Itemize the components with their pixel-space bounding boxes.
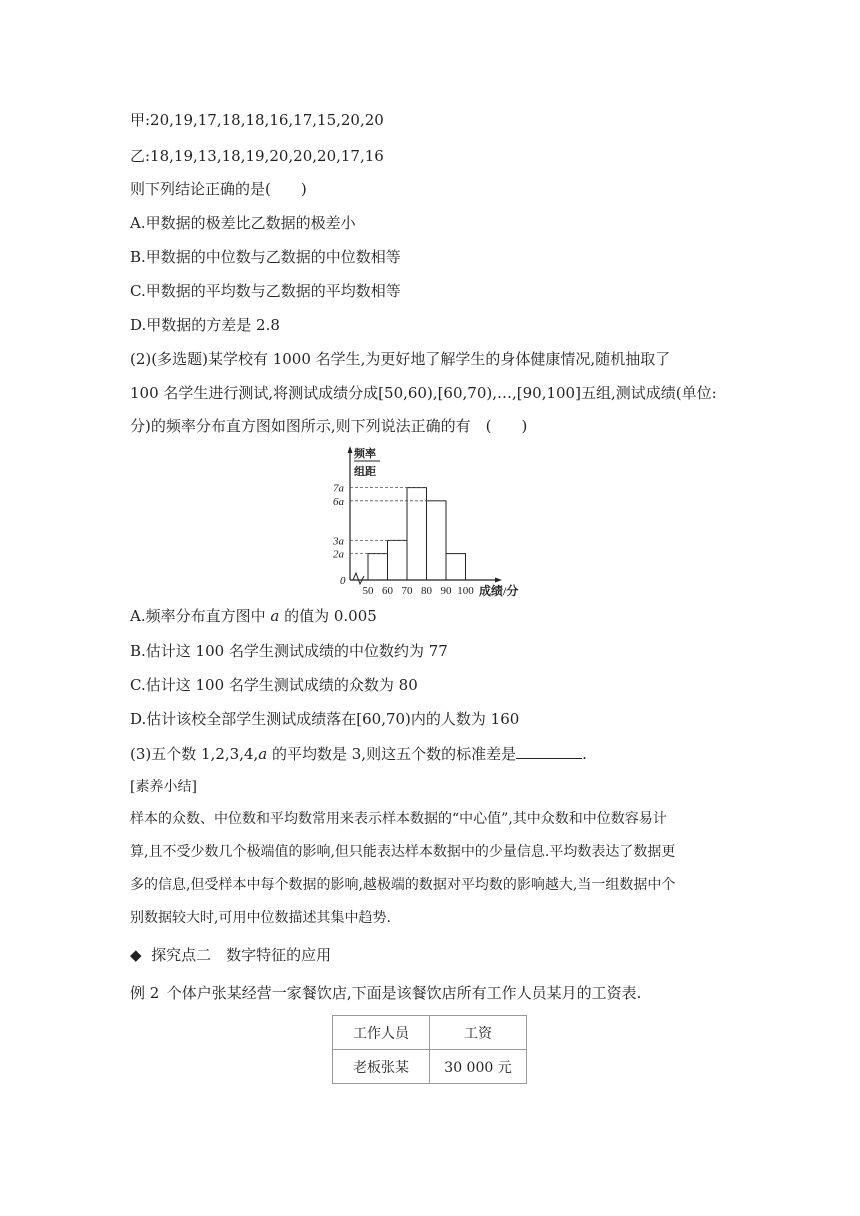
histogram-bar xyxy=(368,554,388,580)
y-axis-label-bottom: 组距 xyxy=(354,466,376,478)
histogram-bar xyxy=(446,554,466,580)
question1-option-d: D.甲数据的方差是 2.8 xyxy=(130,316,280,334)
x-tick-label: 70 xyxy=(401,585,413,597)
question2-option-b: B.估计这 100 名学生测试成绩的中位数约为 77 xyxy=(130,642,448,660)
histogram-bar xyxy=(388,540,408,580)
x-tick-label: 60 xyxy=(382,585,393,597)
diamond-icon: ◆ xyxy=(130,946,142,964)
question3: (3)五个数 1,2,3,4,a 的平均数是 3,则这五个数的标准差是 . xyxy=(130,745,587,763)
table-header-cell: 工作人员 xyxy=(333,1016,430,1050)
y-tick-label: 2a xyxy=(333,548,344,561)
x-tick-label: 80 xyxy=(421,585,432,597)
x-tick-label: 50 xyxy=(362,585,374,597)
y-tick-label: 7a xyxy=(333,482,344,495)
question1-option-a: A.甲数据的极差比乙数据的极差小 xyxy=(130,214,356,232)
x-tick-label: 90 xyxy=(440,585,452,597)
summary-line3: 多的信息,但受样本中每个数据的影响,越极端的数据对平均数的影响越大,当一组数据中个 xyxy=(130,877,676,893)
question2-line2: 100 名学生进行测试,将测试成绩分成[50,60),[60,70),…,[90,100]五组,测试成绩(单位: xyxy=(130,384,717,402)
y-tick-label: 0 xyxy=(340,575,346,587)
table-cell: 老板张某 xyxy=(333,1050,430,1084)
question1-option-c: C.甲数据的平均数与乙数据的平均数相等 xyxy=(130,282,401,300)
histogram-bar xyxy=(407,488,427,580)
question2-option-d: D.估计该校全部学生测试成绩落在[60,70)内的人数为 160 xyxy=(130,710,520,728)
table-row xyxy=(333,1050,527,1084)
summary-line4: 别数据较大时,可用中位数描述其集中趋势. xyxy=(130,910,391,926)
x-axis-label: 成绩/分 xyxy=(479,584,519,598)
summary-title: [素养小结] xyxy=(130,779,197,795)
answer-blank[interactable] xyxy=(516,744,582,759)
summary-line2: 算,且不受少数几个极端值的影响,但只能表达样本数据中的少量信息.平均数表达了数据更 xyxy=(130,844,676,860)
question2-option-c: C.估计这 100 名学生测试成绩的众数为 80 xyxy=(130,676,418,694)
wage-table xyxy=(332,1015,527,1084)
question1-stem: 则下列结论正确的是( ) xyxy=(130,180,307,198)
question1-option-b: B.甲数据的中位数与乙数据的中位数相等 xyxy=(130,248,401,266)
x-tick-label: 100 xyxy=(457,585,474,597)
section-heading xyxy=(130,945,331,965)
question2-line1: (2)(多选题)某学校有 1000 名学生,为更好地了解学生的身体健康情况,随机抽取了 xyxy=(130,350,671,368)
question2-line3: 分)的频率分布直方图如图所示,则下列说法正确的有 ( ) xyxy=(130,417,528,435)
data-jia: 甲:20,19,17,18,18,16,17,15,20,20 xyxy=(130,111,384,129)
y-tick-label: 3a xyxy=(333,535,344,548)
example2-text: 例 2 个体户张某经营一家餐饮店,下面是该餐饮店所有工作人员某月的工资表. xyxy=(130,984,642,1002)
table-header-row xyxy=(333,1016,527,1050)
section-title: 探究点二 数字特征的应用 xyxy=(151,946,332,964)
question2-option-a: A.频率分布直方图中 a 的值为 0.005 xyxy=(130,607,377,625)
frequency-histogram xyxy=(328,444,538,600)
table-header-cell: 工资 xyxy=(430,1016,527,1050)
summary-line1: 样本的众数、中位数和平均数常用来表示样本数据的“中心值”,其中众数和中位数容易计 xyxy=(130,811,667,827)
histogram-bar xyxy=(427,501,447,580)
y-axis-arrow xyxy=(348,446,353,453)
x-axis-arrow xyxy=(495,578,502,583)
axis-break-mark xyxy=(353,573,364,584)
y-axis-label-top: 频率 xyxy=(354,448,376,460)
data-yi: 乙:18,19,13,18,19,20,20,20,17,16 xyxy=(130,147,384,165)
table-cell: 30 000 元 xyxy=(430,1050,527,1084)
y-tick-label: 6a xyxy=(333,495,344,508)
